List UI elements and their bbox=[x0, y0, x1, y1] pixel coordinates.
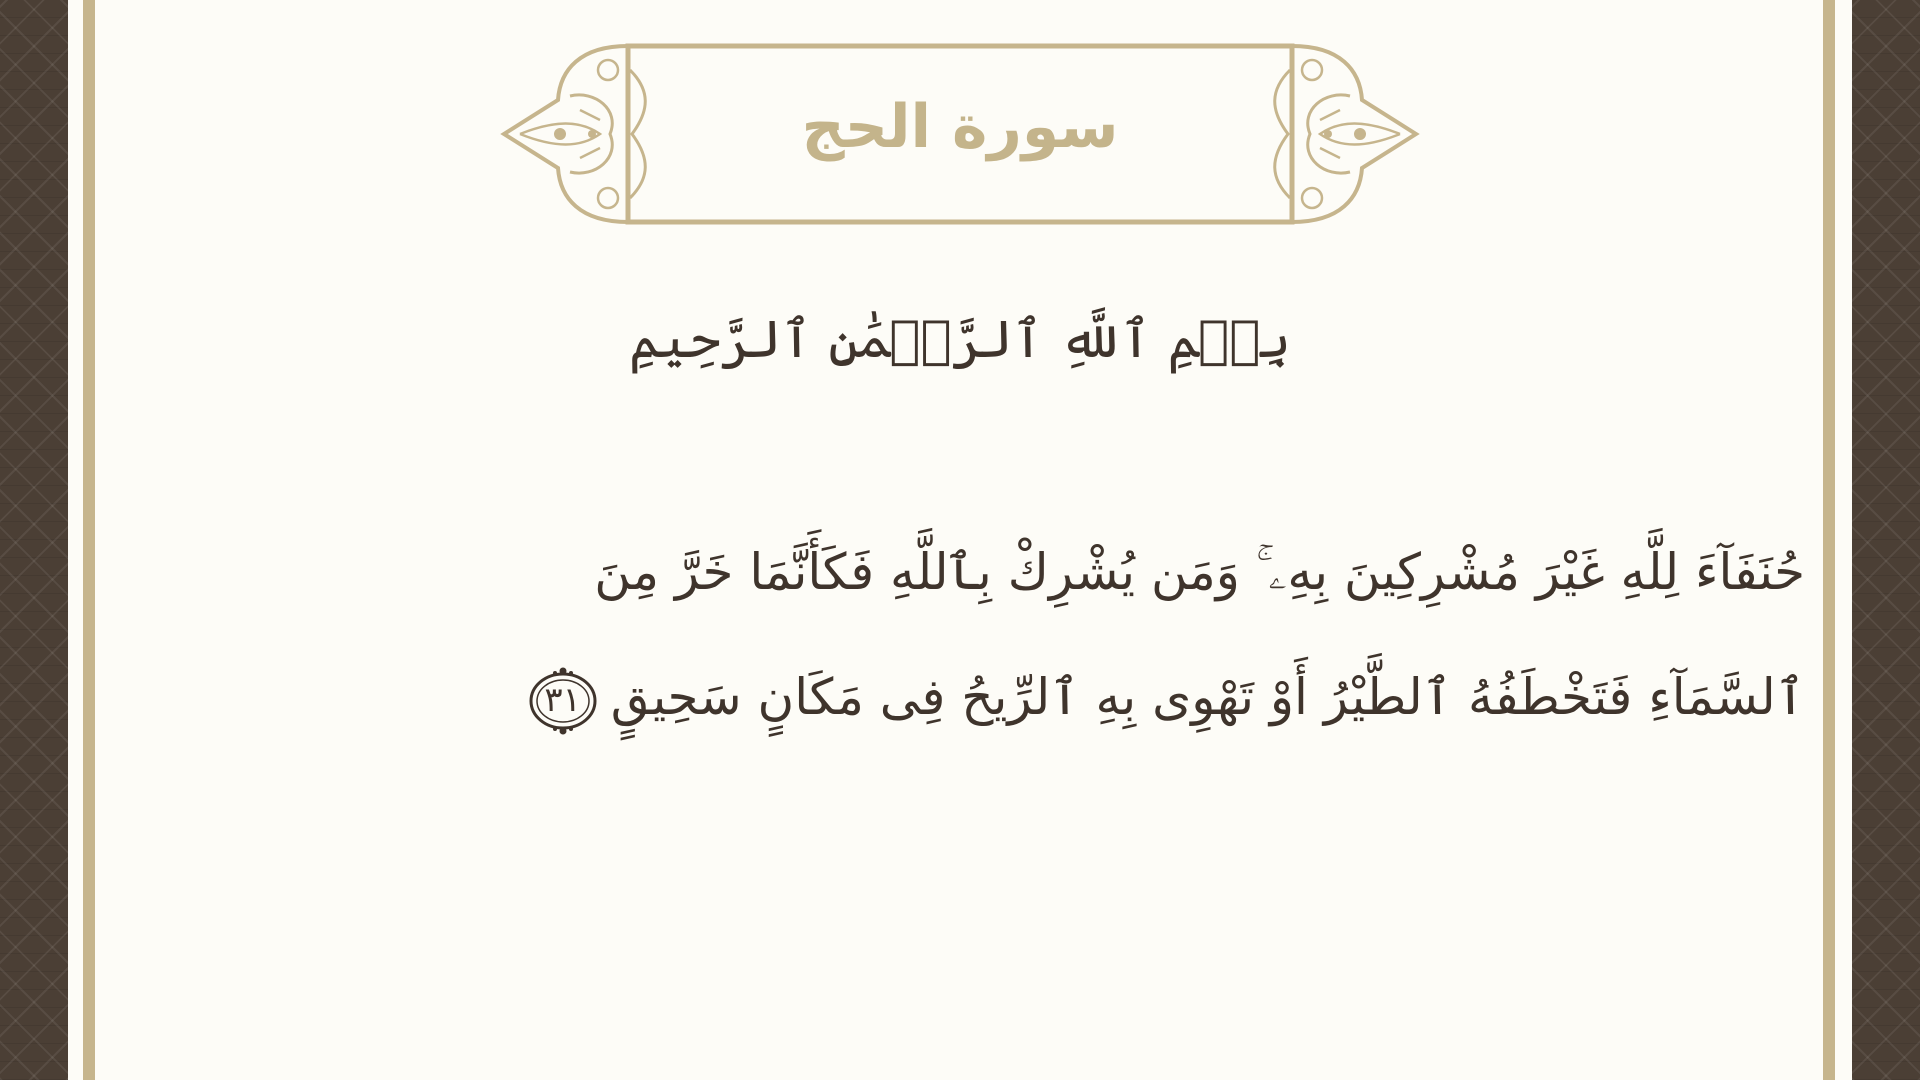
ayah-number: ٣١ bbox=[544, 679, 581, 720]
basmala: بِسۡمِ ٱللَّهِ ٱلرَّحۡمَٰنِ ٱلرَّحِيمِ bbox=[629, 310, 1291, 370]
verse-line-2-text: ٱلسَّمَآءِ فَتَخْطَفُهُ ٱلطَّيْرُ أَوْ تَهْوِى بِهِ ٱلرِّيحُ فِى مَكَانٍ سَحِيقٍ bbox=[610, 668, 1805, 726]
left-ornamental-border bbox=[0, 0, 68, 1080]
right-gold-rule bbox=[1823, 0, 1835, 1080]
verse-line-1: حُنَفَآءَ لِلَّهِ غَيْرَ مُشْرِكِينَ بِهِۦ ۚ وَمَن يُشْرِكْ بِٱللَّهِ فَكَأَنَّمَا خَرَّ مِنَ bbox=[594, 543, 1805, 601]
right-ornamental-border bbox=[1852, 0, 1920, 1080]
verse-text bbox=[270, 510, 1805, 760]
left-gold-rule bbox=[83, 0, 95, 1080]
ayah-end-marker bbox=[527, 665, 599, 737]
verse-line-2 bbox=[270, 635, 1805, 760]
left-inner-margin bbox=[68, 0, 83, 1080]
right-inner-margin bbox=[1835, 0, 1852, 1080]
surah-title: سورة الحج bbox=[801, 92, 1119, 162]
